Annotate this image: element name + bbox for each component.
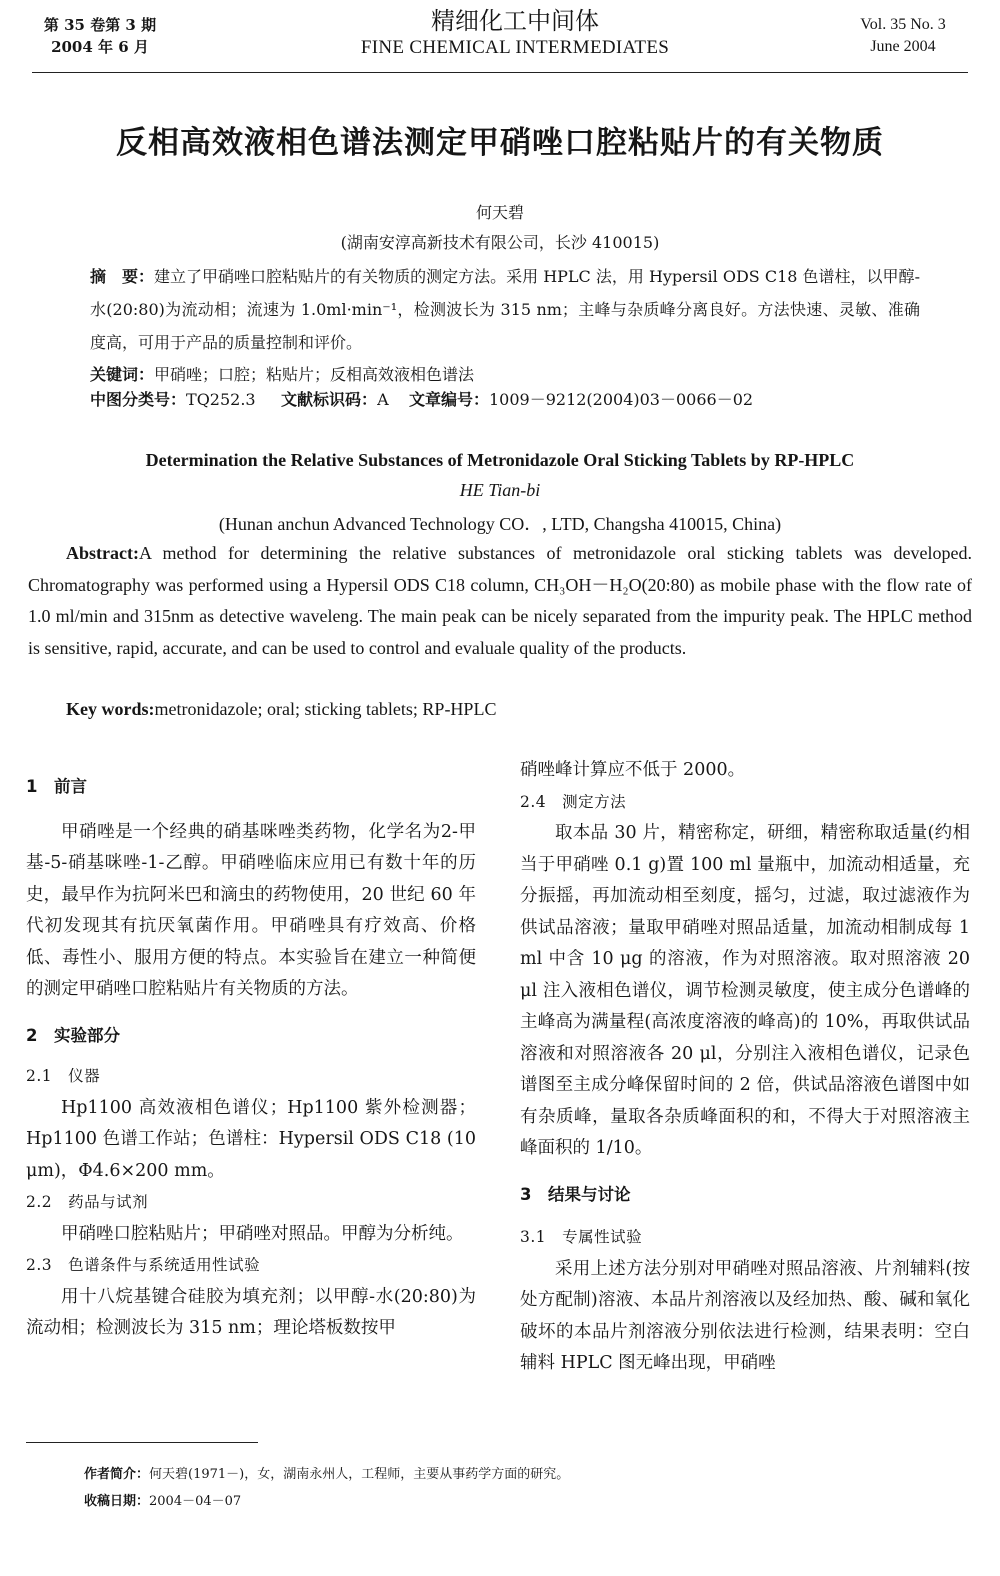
subsection-2-3-continued: 硝唑峰计算应不低于 2000。 (520, 760, 746, 780)
issue-info-en (848, 14, 958, 58)
volume-issue: 第 35 卷第 3 期 (43, 16, 157, 34)
paper-title: 反相高效液相色谱法测定甲硝唑口腔粘贴片的有关物质 (116, 125, 884, 161)
cn-keywords-label: 关键词： (90, 365, 155, 384)
volume-issue-en: Vol. 35 No. 3 (860, 16, 946, 33)
header-rule (32, 72, 968, 73)
footnote-rule (26, 1442, 258, 1443)
cn-abstract-label: 摘 要： (90, 267, 155, 286)
body-right-column (520, 755, 970, 1380)
author-bio-label: 作者简介： (84, 1467, 150, 1482)
english-author: HE Tian-bi (459, 480, 541, 500)
issue-date-en: June 2004 (870, 38, 936, 55)
article-number: 1009－9212(2004)03－0066－02 (488, 390, 754, 409)
received-date-label: 收稿日期： (84, 1494, 150, 1509)
cn-keywords-text: 甲硝唑；口腔；粘贴片；反相高效液相色谱法 (154, 365, 475, 384)
journal-name-en: FINE CHEMICAL INTERMEDIATES (360, 37, 670, 58)
cn-abstract (90, 260, 920, 359)
received-date (84, 1491, 241, 1513)
author-bio (84, 1464, 569, 1486)
subsection-2-4-paragraph: 取本品 30 片，精密称定，研细，精密称取适量(约相当于甲硝唑 0.1 g)置 100 ml 量瓶中，加流动相适量，充分振摇，再加流动相至刻度，摇匀，过滤，取过滤液作为供试品溶液；量取甲硝唑对照品适量，加流动相制成每 1 ml 中含 10 μg 的溶液，作为对照溶液。取对照溶液 20 μl 注入液相色谱仪，调节检测灵敏度，使主成分色谱峰的主峰高为满量程(高浓度溶液的峰高)的 10%，再取供试品溶液和对照溶液各 20 μl，分别注入液相色谱仪，记录色谱图至主成分峰保留时间的 2 倍，供试品溶液色谱图中如有杂质峰，量取各杂质峰面积的和，不得大于对照溶液主峰面积的 1/10。 (520, 823, 970, 1158)
author-affiliation: (湖南安淳高新技术有限公司，长沙 410015) (340, 233, 660, 252)
subsection-3-1-paragraph: 采用上述方法分别对甲硝唑对照品溶液、片剂辅料(按处方配制)溶液、本品片剂溶液以及经加热、酸、碱和氧化破坏的本品片剂溶液分别依法进行检测，结果表明：空白辅料 HPLC 图无峰出现，甲硝唑 (520, 1258, 970, 1373)
author-name: 何天碧 (475, 203, 524, 222)
subsection-2-1-heading: 2.1 仪器 (26, 1067, 101, 1085)
subsection-2-2-paragraph: 甲硝唑口腔粘贴片；甲硝唑对照品。甲醇为分析纯。 (61, 1223, 464, 1244)
classification-line (90, 383, 920, 416)
subsection-3-1-heading: 3.1 专属性试验 (520, 1228, 643, 1246)
cn-abstract-text: 建立了甲硝唑口腔粘贴片的有关物质的测定方法。采用 HPLC 法，用 Hypersil ODS C18 色谱柱，以甲醇-水(20:80)为流动相；流速为 1.0ml·min⁻¹，检测波长为 315 nm；主峰与杂质峰分离良好。方法快速、灵敏、准确度高，可用于产品的质量控制和评价。 (90, 267, 920, 352)
english-abstract-label: Abstract: (66, 543, 139, 563)
doc-code-label: 文献标识码： (281, 390, 378, 409)
english-abstract-text: A method for determining the relative substances of metronidazole oral sticking tablets was developed. Chromatography was performed using a Hypersil ODS C18 column, CH₃OH－H₂O(20:80) as mobile phase with the flow rate of 1.0 ml/min and 315nm as detective waveleng. The main peak can be nicely separated from the impurity peak. The HPLC method is sensitive, rapid, accurate, and can be used to control and evaluale quality of the products. (28, 543, 972, 658)
body-left-column (26, 757, 476, 1345)
english-keywords-text: metronidazole; oral; sticking tablets; RP-HPLC (154, 699, 497, 719)
english-keywords-label: Key words: (66, 699, 155, 719)
subsection-2-2-heading: 2.2 药品与试剂 (26, 1193, 149, 1211)
article-number-label: 文章编号： (408, 390, 489, 409)
class-number: TQ252.3 (186, 390, 256, 409)
doc-code: A (377, 390, 389, 409)
class-number-label: 中图分类号： (90, 390, 187, 409)
received-date-text: 2004－04－07 (149, 1494, 242, 1509)
subsection-2-3-heading: 2.3 色谱条件与系统适用性试验 (26, 1256, 261, 1274)
english-title: Determination the Relative Substances of Metronidazole Oral Sticking Tablets by RP-HPLC (145, 450, 855, 470)
english-keywords (66, 694, 496, 725)
journal-name-cn: 精细化工中间体 (431, 7, 599, 35)
english-affiliation: (Hunan anchun Advanced Technology CO．, LTD, Changsha 410015, China) (218, 514, 782, 534)
section-3-heading: 3 结果与讨论 (520, 1184, 631, 1204)
english-abstract (28, 538, 972, 664)
issue-date: 2004 年 6 月 (51, 38, 149, 56)
section-1-heading: 1 前言 (26, 777, 87, 796)
subsection-2-1-paragraph: Hp1100 高效液相色谱仪；Hp1100 紫外检测器；Hp1100 色谱工作站；色谱柱：Hypersil ODS C18 (10 μm)，Φ4.6×200 mm。 (26, 1097, 476, 1181)
journal-name (320, 6, 710, 60)
section-2-heading: 2 实验部分 (26, 1025, 120, 1045)
section-1-paragraph: 甲硝唑是一个经典的硝基咪唑类药物，化学名为2-甲基-5-硝基咪唑-1-乙醇。甲硝唑临床应用已有数十年的历史，最早作为抗阿米巴和滴虫的药物使用，20 世纪 60 年代初发现其有抗厌氧菌作用。甲硝唑具有疗效高、价格低、毒性小、服用方便的特点。本实验旨在建立一种简便的测定甲硝唑口腔粘贴片有关物质的方法。 (26, 821, 476, 999)
issue-info (35, 14, 165, 58)
subsection-2-3-paragraph: 用十八烷基键合硅胶为填充剂；以甲醇-水(20:80)为流动相；检测波长为 315 nm；理论塔板数按甲 (26, 1286, 476, 1338)
author-bio-text: 何天碧(1971－)，女，湖南永州人，工程师，主要从事药学方面的研究。 (149, 1467, 570, 1482)
subsection-2-4-heading: 2.4 测定方法 (520, 792, 627, 811)
